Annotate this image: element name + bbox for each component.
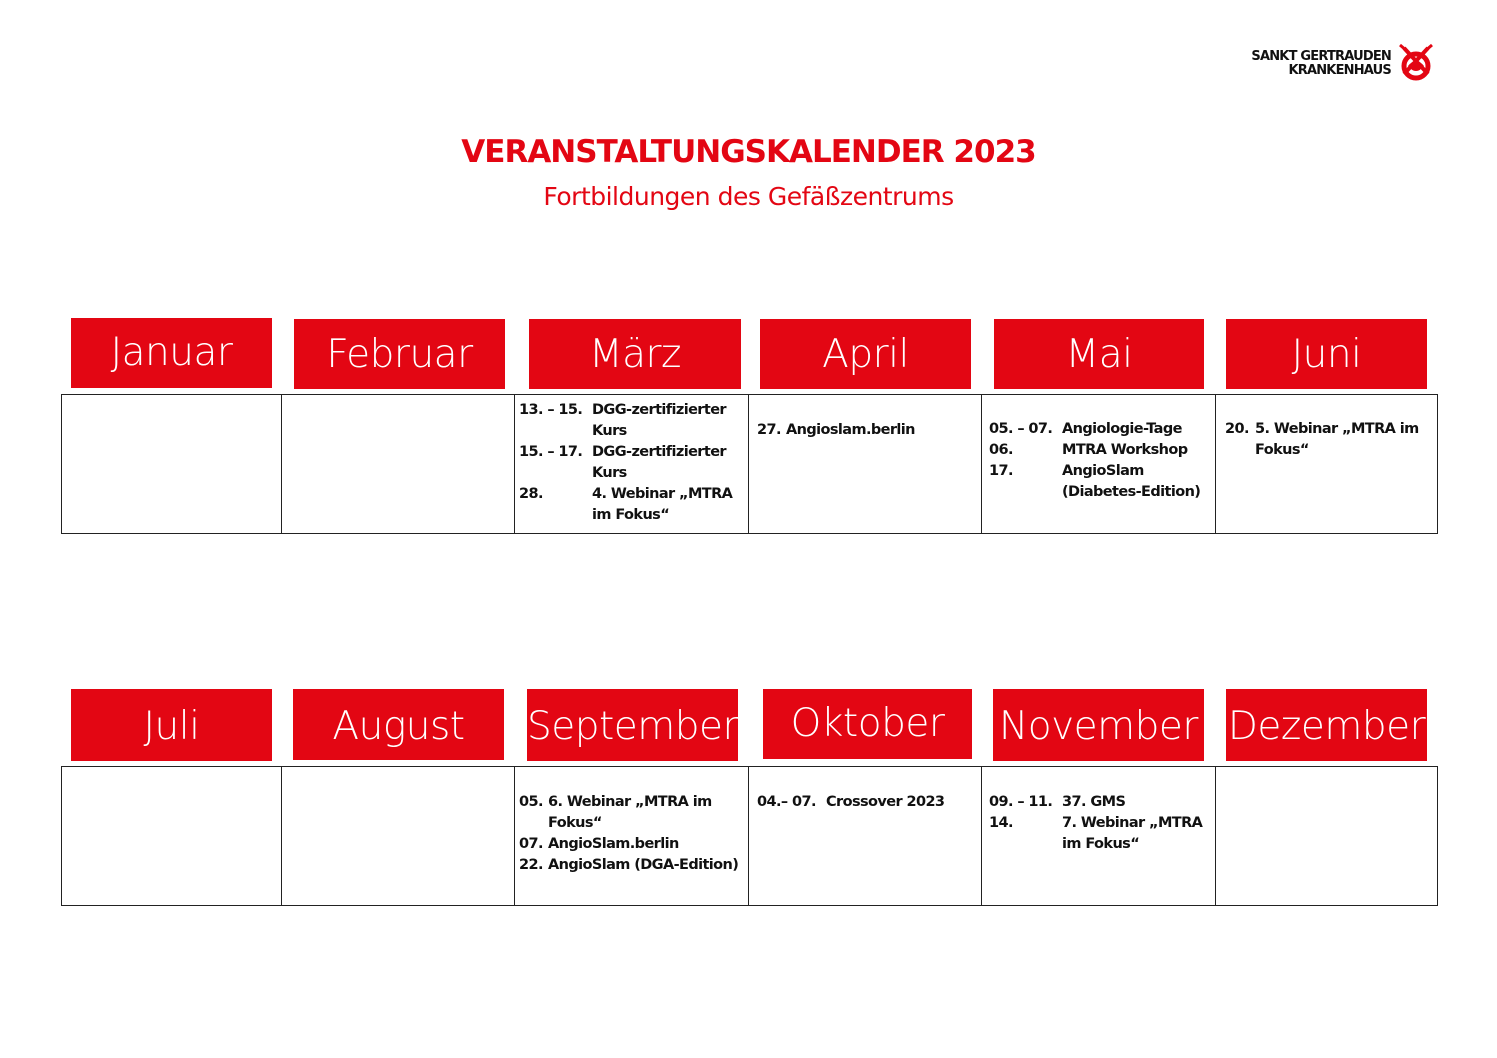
event-item: 27. Angioslam.berlin bbox=[757, 422, 915, 438]
cell-august bbox=[282, 767, 515, 906]
hospital-logo bbox=[1232, 42, 1437, 84]
event-item: 14. 7. Webinar „MTRA im Fokus“ bbox=[989, 815, 1203, 852]
calendar-table-second-half bbox=[61, 766, 1438, 906]
event-item: 09. – 11. 37. GMS bbox=[989, 794, 1126, 810]
cell-oktober bbox=[749, 767, 982, 906]
page-title: VERANSTALTUNGSKALENDER 2023 bbox=[461, 134, 1036, 170]
cell-mai bbox=[982, 395, 1216, 534]
event-item: 04.– 07. Crossover 2023 bbox=[757, 794, 945, 810]
month-header-juni: Juni bbox=[1226, 319, 1427, 389]
month-header-april: April bbox=[760, 319, 971, 389]
event-item: 05. – 07. Angiologie-Tage bbox=[989, 421, 1182, 437]
month-header-dezember: Dezember bbox=[1226, 689, 1427, 761]
table-row bbox=[62, 395, 1438, 534]
event-item: 05. 6. Webinar „MTRA im Fokus“ bbox=[519, 794, 712, 831]
logo-line-1: SANKT GERTRAUDEN bbox=[1251, 49, 1391, 64]
page-subtitle: Fortbildungen des Gefäßzentrums bbox=[543, 182, 954, 211]
cell-februar bbox=[282, 395, 515, 534]
logo-line-2: KRANKENHAUS bbox=[1288, 63, 1391, 78]
event-item: 28. 4. Webinar „MTRA im Fokus“ bbox=[519, 486, 733, 523]
cell-juli bbox=[62, 767, 282, 906]
month-header-maerz: März bbox=[529, 319, 741, 389]
month-header-september: September bbox=[527, 689, 738, 761]
cell-april bbox=[749, 395, 982, 534]
event-item: 22. AngioSlam (DGA-Edition) bbox=[519, 857, 739, 873]
logo-wordmark bbox=[1251, 50, 1391, 78]
event-item: 17. AngioSlam (Diabetes-Edition) bbox=[989, 463, 1201, 500]
month-header-oktober: Oktober bbox=[763, 689, 972, 759]
calendar-table-first-half bbox=[61, 394, 1438, 534]
month-header-februar: Februar bbox=[294, 319, 505, 389]
event-item: 06. MTRA Workshop bbox=[989, 442, 1188, 458]
month-header-mai: Mai bbox=[994, 319, 1204, 389]
event-item: 07. AngioSlam.berlin bbox=[519, 836, 679, 852]
event-item: 20. 5. Webinar „MTRA im Fokus“ bbox=[1225, 421, 1419, 458]
month-header-juli: Juli bbox=[71, 689, 272, 761]
month-header-januar: Januar bbox=[71, 318, 272, 388]
cell-september bbox=[515, 767, 749, 906]
event-item: 15. – 17. DGG-zertifizierter Kurs bbox=[519, 444, 726, 481]
table-row bbox=[62, 767, 1438, 906]
month-header-august: August bbox=[293, 689, 504, 760]
cell-november bbox=[982, 767, 1216, 906]
cell-januar bbox=[62, 395, 282, 534]
cell-maerz bbox=[515, 395, 749, 534]
cell-juni bbox=[1216, 395, 1438, 534]
event-item: 13. – 15. DGG-zertifizierter Kurs bbox=[519, 402, 726, 439]
cell-dezember bbox=[1216, 767, 1438, 906]
month-header-november: November bbox=[993, 689, 1204, 761]
logo-emblem-icon bbox=[1395, 42, 1437, 84]
